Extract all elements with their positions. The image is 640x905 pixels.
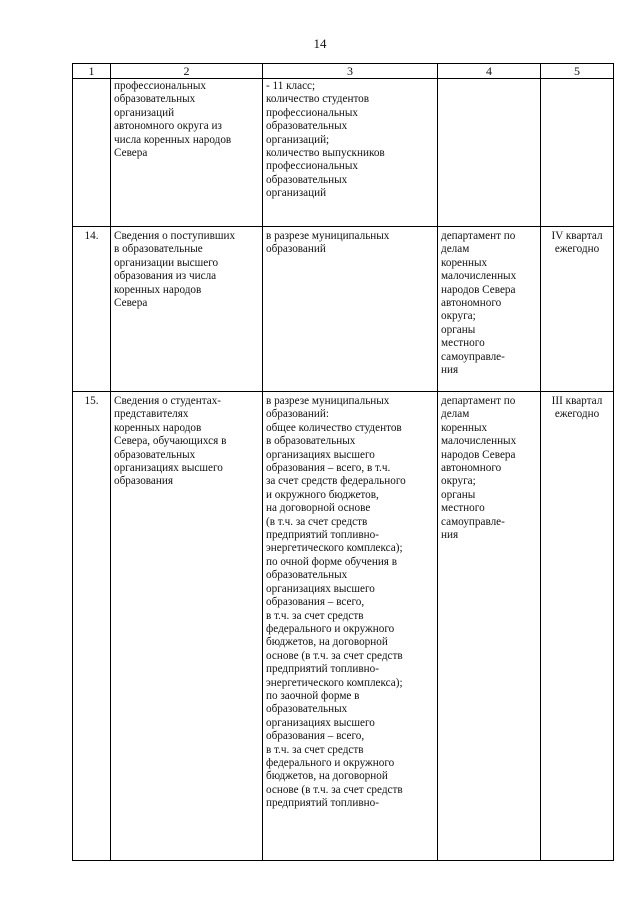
cell-line: автономного [441,297,502,310]
data-table [72,63,614,861]
cell-line: и окружного бюджетов, [266,488,379,501]
cell-line: организации высшего [114,256,219,269]
cell-line: народов Севера [441,448,516,461]
cell-line: основе (в т.ч. за счет средств [266,783,403,796]
cell-line: федерального и окружного [266,622,395,635]
cell-line: образовательных [266,703,348,716]
table-header-row [73,64,614,79]
cell-line: Сведения о студентах- [114,395,222,407]
responsible-cell [438,79,541,227]
cell-line: в образовательных [266,435,356,448]
cell-line: Севера [114,147,148,160]
cell-line: энергетического комплекса); [266,676,403,689]
cell-line: органы [441,323,476,336]
cell-line: малочисленных [441,435,517,448]
table-row [73,79,614,227]
cell-line: образовательных [114,93,196,106]
cell-line: ежегодно [554,408,600,421]
cell-line: образования – всего, в т.ч. [266,462,391,475]
cell-line: организаций [114,106,175,119]
cell-line: в т.ч. за счет средств [266,609,364,622]
cell-line: самоуправле- [441,350,505,363]
cell-line: образовательных [266,569,348,582]
cell-line: коренных народов [114,421,202,434]
cell-line: народов Севера [441,283,516,296]
indicator-name-cell [111,392,263,861]
cell-line: (в т.ч. за счет средств [266,515,368,528]
cell-line: самоуправле- [441,515,505,528]
deadline-cell [541,227,614,392]
responsible-cell [438,392,541,861]
cell-line: в разрезе муниципальных [266,395,390,407]
indicator-name-cell [111,227,263,392]
cell-line: Севера, обучающихся в [114,435,227,448]
cell-line: III квартал [551,395,603,407]
cell-line: основе (в т.ч. за счет средств [266,649,403,662]
cell-line: организациях высшего [266,582,375,595]
table-row [73,392,614,861]
cell-line: образовательных [266,173,348,186]
row-number: 15. [73,392,111,861]
cell-line: - 11 класс; [266,80,316,92]
cell-line: на договорной основе [266,502,371,515]
cell-line: образования [114,475,174,488]
cell-line: организациях высшего [266,716,375,729]
cell-line: организаций [266,187,327,200]
header-col-5: 5 [541,64,614,79]
cell-line: бюджетов, на договорной [266,636,388,649]
cell-line: образовательных [266,120,348,133]
cell-line: органы [441,488,476,501]
responsible-cell [438,227,541,392]
cell-line: автономного [441,462,502,475]
cell-line: округа; [441,310,476,323]
deadline-cell [541,79,614,227]
cell-line: местного [441,337,485,350]
cell-line: организаций; [266,133,330,146]
row-number [73,79,111,227]
cell-line: образований [266,243,326,256]
cell-line: количество студентов [266,93,370,106]
cell-line: организациях высшего [266,448,375,461]
cell-line: департамент по [441,395,516,407]
cell-line: предприятий топливно- [266,529,379,542]
cell-line: профессиональных [266,160,359,173]
cell-line: делам [441,408,470,421]
cell-line: представителях [114,408,189,421]
cell-line: делам [441,243,470,256]
header-col-1: 1 [73,64,111,79]
table-row [73,227,614,392]
cell-line: количество выпускников [266,147,385,160]
cell-line: коренных [441,256,488,269]
cell-line: малочисленных [441,270,517,283]
header-col-2: 2 [111,64,263,79]
cell-line: округа; [441,475,476,488]
cell-line: Севера [114,297,148,310]
cell-line: в разрезе муниципальных [266,230,390,242]
cell-line: образовательных [114,448,196,461]
cell-line: ежегодно [554,243,600,256]
cell-line: в образовательные [114,243,203,256]
cell-line: бюджетов, на договорной [266,770,388,783]
cell-line: образования – всего, [266,596,365,609]
cell-line: числа коренных народов [114,133,232,146]
row-number: 14. [73,227,111,392]
cell-line: коренных [441,421,488,434]
cell-line: ния [441,364,459,377]
page-number: 14 [313,36,327,51]
header-col-3: 3 [263,64,438,79]
cell-line: федерального и окружного [266,756,395,769]
deadline-cell [541,392,614,861]
cell-line: за счет средств федерального [266,475,406,488]
cell-line: общее количество студентов [266,421,402,434]
cell-line: департамент по [441,230,516,242]
cell-line: энергетического комплекса); [266,542,403,555]
cell-line: предприятий топливно- [266,663,379,676]
cell-line: Сведения о поступивших [114,230,236,242]
cell-line: автономного округа из [114,120,222,133]
header-col-4: 4 [438,64,541,79]
cell-line: образования – всего, [266,730,365,743]
cell-line: ния [441,529,459,542]
cell-line: по заочной форме в [266,689,360,702]
cell-line: местного [441,502,485,515]
cell-line: профессиональных [114,80,207,92]
cell-line: образований: [266,408,329,421]
indicator-name-cell [111,79,263,227]
cell-line: IV квартал [551,230,603,242]
cell-line: организациях высшего [114,462,223,475]
breakdown-cell [263,392,438,861]
cell-line: в т.ч. за счет средств [266,743,364,756]
breakdown-cell [263,227,438,392]
cell-line: образования из числа [114,270,217,283]
breakdown-cell [263,79,438,227]
cell-line: профессиональных [266,106,359,119]
cell-line: по очной форме обучения в [266,555,398,568]
cell-line: коренных народов [114,283,202,296]
cell-line: предприятий топливно- [266,797,379,810]
